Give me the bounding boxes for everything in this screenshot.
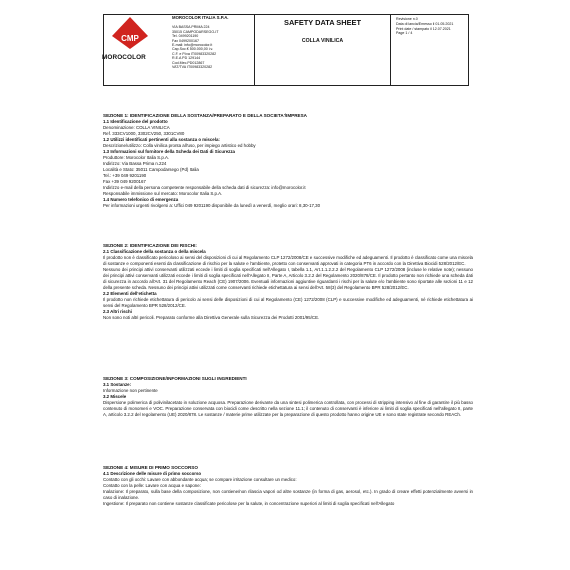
document-title: SAFETY DATA SHEET [284,18,361,27]
subsection-1-2: 1.2 Utilizzi identificati pertinenti alla sostanza o miscela: [103,137,220,142]
eye-contact: Contatto con gli occhi: Lavare con abbondante acqua; se compare irritazione consultare un medico: [103,477,297,482]
company-logo [100,16,160,64]
company-line: Fax 0499200167 [172,38,199,43]
section-1-title: SEZIONE 1: IDENTIFICAZIONE DELLA SOSTANZA/PREPARATO E DELLA SOCIETA'/IMPRESA [103,113,307,118]
page-number: Page 1 / 4 [396,31,413,36]
section-2 [103,243,473,321]
subsection-2-2: 2.2 Elementi dell'etichetta [103,291,157,296]
section-2-title: SEZIONE 2: IDENTIFICAZIONE DEI RISCHI: [103,243,197,248]
company-line: E-mail: info@morocolor.it [172,43,213,48]
telephone: Tel.: +39 049 9201190 [103,173,147,178]
subsection-1-1: 1.1 Identificazione del prodotto [103,119,168,124]
skin-contact: Contatto con la pelle: Lavare con acqua e sapone: [103,483,201,488]
subsection-1-3: 1.3 Informazioni sul fornitore della Scheda dei Dati di Sicurezza [103,149,235,154]
company-line: R.E.A PD 129144 [172,56,201,61]
title-block [255,18,390,44]
company-line: VAT/TVA IT00983320282 [172,65,213,70]
company-line: C.F. e P.iva IT00983320282 [172,51,217,56]
company-line: VIA BASSA PRIMA 224 [172,25,210,30]
product-ref: Ref. 333CV1000, 3302CV250, 3301CV80 [103,131,185,136]
print-date: Print date / stampato il 12.07.2021 [396,26,451,31]
subsection-4-1: 4.1 Descrizione delle misure di primo soccorso [103,471,202,476]
logo-diamond-icon [110,16,150,50]
company-info [172,16,254,69]
subsection-3-1: 3.1 Sostanze: [103,382,132,387]
label-elements-text: Il prodotto non richiede etichettatura di pericolo ai sensi delle disposizioni di cui al Regolamento (CE) 1272/2008 (CLP) e successive modifiche ed adeguamenti, né richiede etichettatura ai sensi del Regolamento BPR 528/2012/CE. [103,297,473,308]
logo-text: MOROCOLOR [102,54,146,61]
company-line: Cap.Soc.€ 500.000,00 i.v. [172,47,214,52]
address: Indirizzo: Via Bassa Prima n.224 [103,161,167,166]
market-responsible: Responsabile immissione sul mercato: Morocolor Italia S.p.A. [103,191,223,196]
preservatives-text: Nessuno dei principi attivi conservanti utilizzati eccede i limiti di soglia specificati nell'Allegato I, tabella 1.1, Art.1.1.2.2.2 del Regolamento CLP 1272/2008 (incluse le relative note); nessuno dei principi attivi conservanti utilizzati eccede i limiti di soglia specificati nell'Allegato II, Parte A, Articolo 3.2.2 del Regolamento 2020/878/CE. Il prodotto pertanto non richiede una scheda dati di sicurezza in accordo all'Art. 31 del Regolamento Reach (CE) 1907/2006. Eventuali informazioni aggiuntive riguardanti i rischi per la salute e/o l'ambiente sono riportate alle sezioni 11 e 12 della presente scheda. Nessuno dei principi attivi utilizzati come conservanti richiede etichettatura ai sensi dell'Art. 58(3) del Regolamento BPR 528/2012/EC. [103,267,473,290]
mixtures-text: Dispersione polimerica di polivinilacetato in soluzione acquosa. Preparazione derivante da una sintesi polimerica controllata, con processi di stripping intensivo al fine di garantire il più basso contenuto di monomeri e VOC. Preparazione conservata con biocidi come descritto nella sezione 11.1; il contenuto di conservanti è inferiore ai limiti di soglia specificati nell'allegato II, parte A, articolo 3.2.2 del regolamento (UE) 2020/878. Le sostanze / materie prime utilizzate per la preparazione di questo prodotto hanno origine UE e sono state registrate secondo REACh. [103,400,473,417]
inhalation: Inalazione: Il preparato, sulla base della composizione, non contiene/non rilascia vapori od altre sostanze (in forma di gas, aerosol, etc.). In grado di creare effetti potenzialmente avversi in caso di inalazione. [103,489,473,500]
classification-text: Il prodotto non è classificato pericoloso ai sensi del disposizioni di cui al Regolamento CLP 1272/2008/CE e successive modifiche ed adeguamenti. Il prodotto è classificato come una miscela di sostanze e componenti esenti da classificazione di rischio per la salute e l'ambiente, protetto con conservanti approvati in categoria PT6 in accordo con la Direttiva Biocidi 528/2012/EC. [103,255,473,266]
ingestion: Ingestione: Il preparato non contiene sostanze classificate pericolose per la salute, in concentrazione superiori al limiti di soglia specificati nell'Allegato [103,501,395,506]
contact-email: Indirizzo e-mail della persona competente responsabile della scheda dati di sicurezza: info@morocolor.it [103,185,306,190]
section-3-title: SEZIONE 3: COMPOSIZIONE/INFORMAZIONI SUGLI INGREDIENTI [103,376,247,381]
other-hazards-text: Non sono noti altri pericoli. Preparato conforme alla Direttiva Generale sulla Sicurezza dei Prodotti 2001/95/CE. [103,315,320,320]
product-name: COLLA VINILICA [301,38,344,44]
company-name: MOROCOLOR ITALIA S.P.A. [172,15,229,20]
company-line: 35015 CAMPODARSEGO-IT [172,29,219,34]
subsection-1-4: 1.4 Numero telefonico di emergenza [103,197,179,202]
revision-date: Data di lancia/Emesso il 01.05.2021 [396,21,454,26]
fax: Fax +39 049 9200167 [103,179,146,184]
subsection-2-3: 2.3 Altri rischi [103,309,132,314]
subsection-3-2: 3.2 Miscele [103,394,127,399]
denominazione: Denominazione: COLLA VINILICA [103,125,170,130]
header-divider [390,14,391,86]
section-4-title: SEZIONE 4: MISURE DI PRIMO SOCCORSO [103,465,198,470]
emergency-info: Per informazioni urgenti rivolgersi a: Uffici 049 9201190 disponibile da lunedì a venerdì, meglio orari: 8,30-17,30 [103,203,321,208]
substances-text: Informazione non pertinente [103,388,158,393]
revision-number: Revisione n.0 [396,17,418,21]
logo-letters: CMP [121,34,139,43]
company-line: Tel. 0499201190 [172,34,199,39]
producer: Produttore: Morocolor Italia S.p.A. [103,155,170,160]
product-use: Descrizione/utilizzo: Colla vinilica pronta all'uso, per impiego artistico ed hobby [103,143,256,148]
locality: Località e Stato: 35011 Campodarsego (Pd) Italia [103,167,199,172]
section-4 [103,465,473,507]
subsection-2-1: 2.1 Classificazione della sostanza o della miscela [103,249,206,254]
section-3 [103,376,473,418]
company-line: Cod.Mec.PD012867 [172,60,205,65]
revision-block [396,17,468,36]
section-1 [103,113,473,209]
